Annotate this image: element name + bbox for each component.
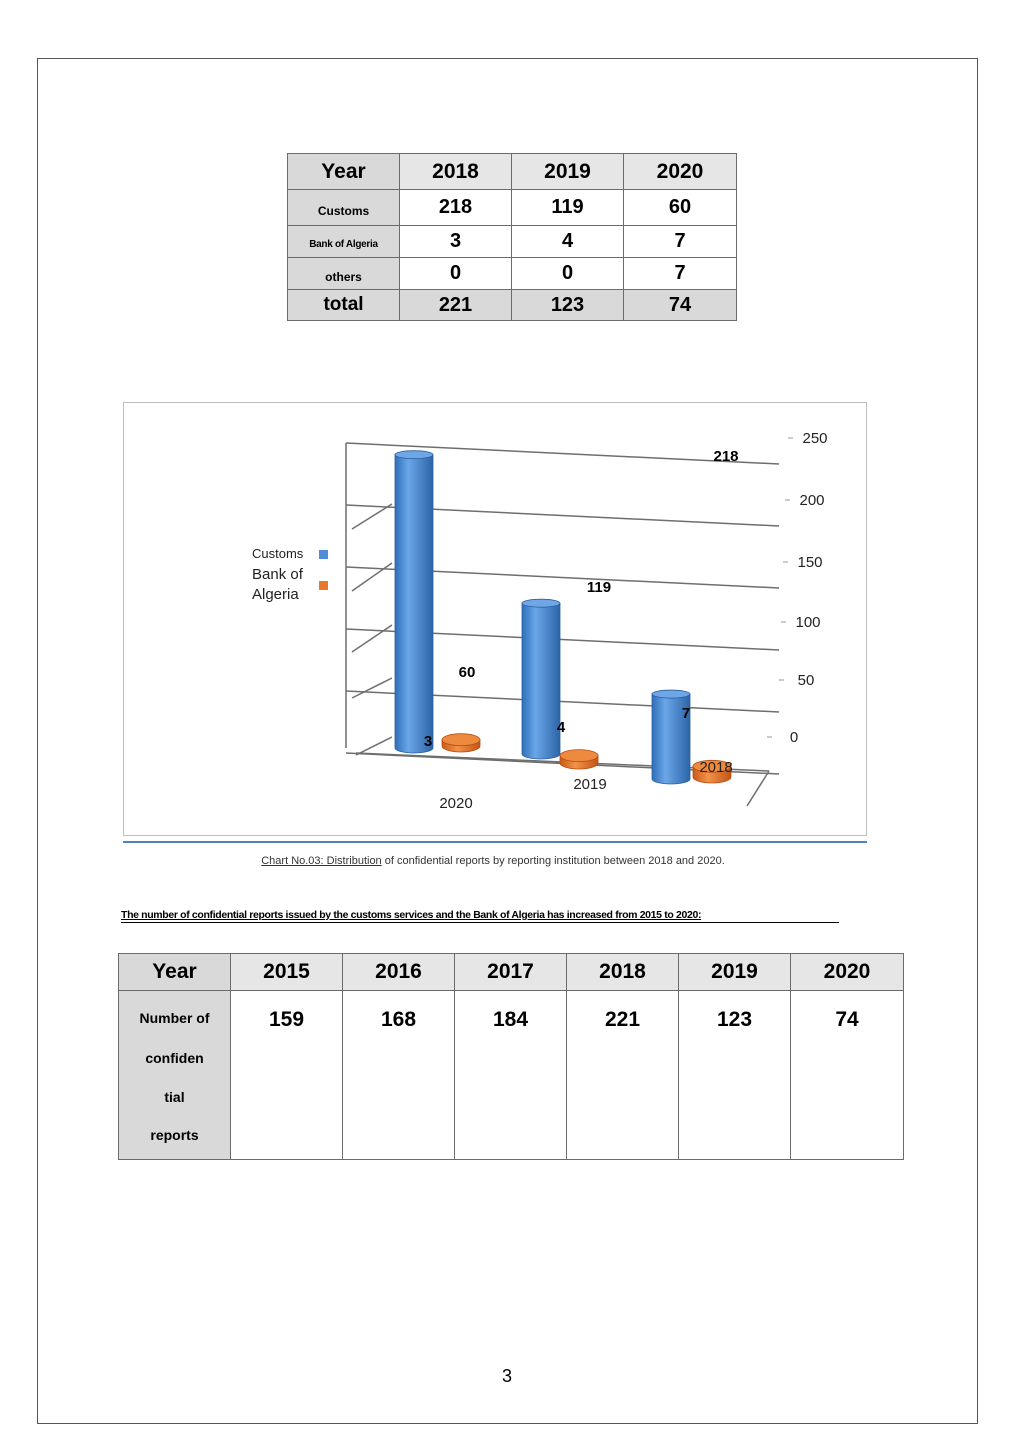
lead-sentence	[121, 909, 839, 923]
page-number: 3	[501, 1366, 512, 1386]
bank-bar-top	[442, 734, 480, 746]
lead-text: The number of confidential reports issued by the customs services and the Bank of Algeria has increased from 2015 to 2020:	[121, 909, 702, 921]
legend-label: Algeria	[252, 586, 299, 603]
row-label-customs: Customs	[288, 190, 400, 226]
yearly-reports-table	[118, 953, 904, 1160]
y-tick-label: 200	[799, 492, 825, 509]
header-year: Year	[288, 154, 400, 190]
cell: 0	[512, 258, 624, 290]
chart-caption	[0, 855, 986, 867]
header-2020: 2020	[624, 154, 737, 190]
table-header-row	[119, 954, 904, 991]
side-wall-line	[352, 678, 392, 698]
cell: 168	[343, 991, 455, 1160]
side-wall-line	[352, 504, 392, 529]
cell: 4	[512, 226, 624, 258]
customs-bar-top	[652, 690, 690, 698]
table-row	[288, 258, 737, 290]
x-category-label: 2020	[439, 795, 473, 812]
cell: 123	[512, 290, 624, 321]
data-label: 7	[681, 705, 691, 722]
header-2016: 2016	[343, 954, 455, 991]
cell: 0	[400, 258, 512, 290]
header-2018: 2018	[567, 954, 679, 991]
customs-bar-top	[395, 451, 433, 459]
cell: 221	[400, 290, 512, 321]
institution-table	[287, 153, 737, 321]
cell: 119	[512, 190, 624, 226]
caption-prefix: Chart No.03: Distribution	[261, 855, 382, 867]
row-label-total: total	[288, 290, 400, 321]
cell: 74	[624, 290, 737, 321]
floor-right-edge	[747, 771, 769, 806]
y-tick-label: 250	[802, 430, 828, 447]
y-tick-label: 150	[797, 554, 823, 571]
header-year: Year	[119, 954, 231, 991]
y-tick-label: 50	[797, 672, 815, 689]
legend-label: Bank of	[252, 566, 303, 583]
x-category-label: 2018	[699, 759, 733, 776]
data-label: 4	[556, 719, 566, 736]
side-wall-line	[352, 524, 354, 525]
cell: 184	[455, 991, 567, 1160]
cell: 3	[400, 226, 512, 258]
cell: 123	[679, 991, 791, 1160]
legend-label: Customs	[252, 546, 304, 561]
data-label: 3	[423, 733, 433, 750]
legend-swatch-customs	[319, 550, 328, 559]
customs-bar-top	[522, 599, 560, 607]
header-2020: 2020	[791, 954, 904, 991]
side-wall	[346, 443, 356, 753]
cell: 221	[567, 991, 679, 1160]
customs-bar	[522, 603, 560, 759]
row-label-line: reports	[150, 1127, 199, 1143]
x-category-label: 2019	[573, 776, 607, 793]
row-label-others: others	[288, 258, 400, 290]
cell: 159	[231, 991, 343, 1160]
header-2019: 2019	[679, 954, 791, 991]
header-2018: 2018	[400, 154, 512, 190]
row-label-line: tial	[164, 1088, 185, 1105]
chart-container	[123, 402, 867, 836]
cell: 218	[400, 190, 512, 226]
y-tick-label: 100	[795, 614, 821, 631]
data-label: 119	[586, 579, 612, 596]
data-label: 60	[458, 664, 476, 681]
table-row	[288, 190, 737, 226]
row-label-line: Number of	[139, 1010, 210, 1026]
table-row	[288, 226, 737, 258]
table-header-row	[288, 154, 737, 190]
bank-bar-top	[560, 750, 598, 762]
chart-svg	[124, 403, 868, 837]
table-row-total	[288, 290, 737, 321]
y-tick-label: 0	[789, 729, 799, 746]
table-row	[119, 991, 904, 1160]
data-label: 218	[713, 448, 739, 465]
chart-underline	[123, 841, 867, 843]
row-label-reports	[119, 991, 231, 1160]
header-2019: 2019	[512, 154, 624, 190]
header-2017: 2017	[455, 954, 567, 991]
cell: 60	[624, 190, 737, 226]
cell: 74	[791, 991, 904, 1160]
cell: 7	[624, 258, 737, 290]
row-label-bank: Bank of Algeria	[288, 226, 400, 258]
caption-text: of confidential reports by reporting institution between 2018 and 2020.	[381, 855, 725, 867]
row-label-line: confiden	[145, 1050, 204, 1066]
side-wall-line	[356, 737, 392, 755]
customs-bar	[395, 455, 433, 753]
cell: 7	[624, 226, 737, 258]
legend-swatch-bank	[319, 581, 328, 590]
header-2015: 2015	[231, 954, 343, 991]
